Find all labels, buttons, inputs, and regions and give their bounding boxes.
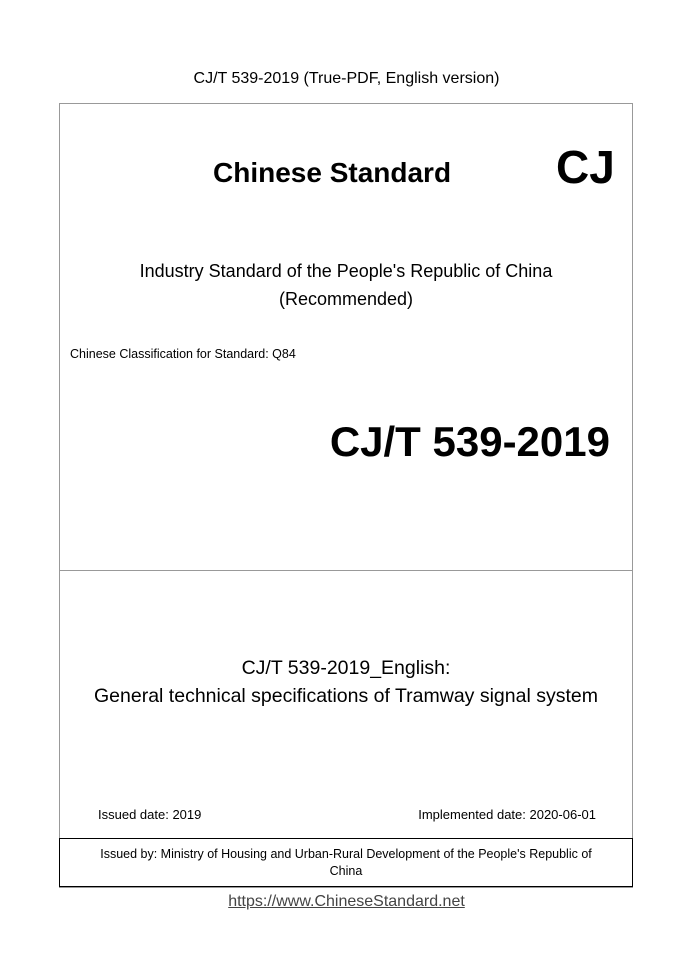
document-title-line-1: CJ/T 539-2019_English: xyxy=(241,657,451,679)
issued-date: Issued date: 2019 xyxy=(98,807,202,822)
issuer-line-1: Issued by: Ministry of Housing and Urban-Rural Development of the People's Republic of xyxy=(100,847,592,861)
cj-logo: CJ xyxy=(556,141,615,193)
issuer-box xyxy=(59,838,633,887)
header-title: CJ/T 539-2019 (True-PDF, English version) xyxy=(193,70,500,87)
website-link[interactable]: https://www.ChineseStandard.net xyxy=(228,893,465,910)
classification-label: Chinese Classification for Standard: Q84 xyxy=(70,347,296,361)
standard-title: Chinese Standard xyxy=(213,157,452,188)
implemented-date: Implemented date: 2020-06-01 xyxy=(418,807,596,822)
cover-top-section xyxy=(60,104,632,571)
industry-line-2: (Recommended) xyxy=(278,289,414,309)
industry-standard-heading xyxy=(60,257,632,313)
industry-line-1: Industry Standard of the People's Republic of China xyxy=(139,261,553,281)
cover-middle-section xyxy=(60,571,632,838)
document-title xyxy=(60,654,632,710)
issuer-line-2: China xyxy=(329,864,363,878)
standard-code: CJ/T 539-2019 xyxy=(329,418,610,465)
cover-frame xyxy=(59,103,633,888)
document-title-line-2: General technical specifications of Tramway signal system xyxy=(94,685,598,707)
